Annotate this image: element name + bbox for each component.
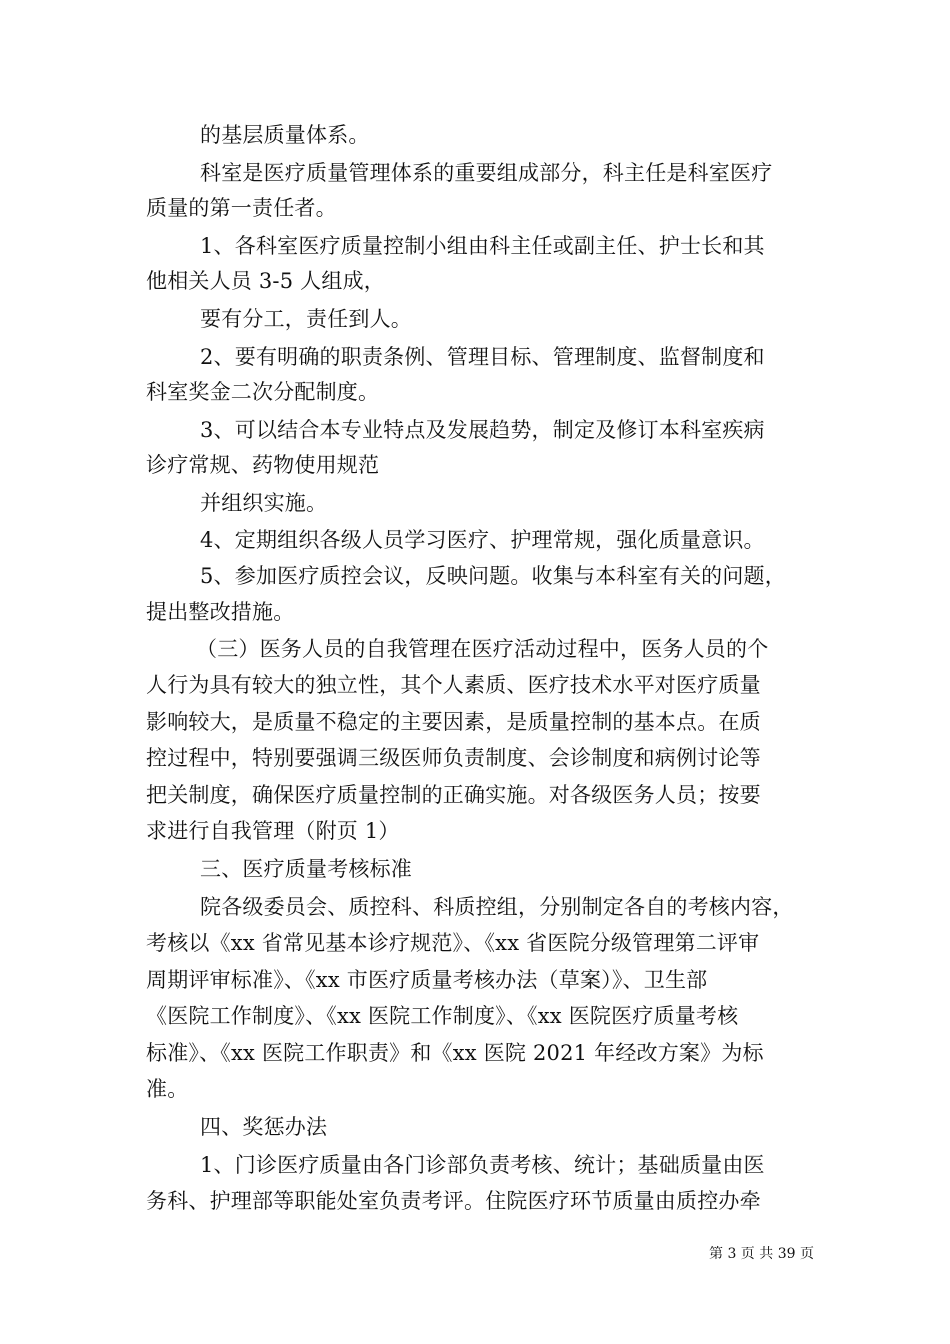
page-number-footer: 第 3 页 共 39 页	[709, 1246, 814, 1262]
text-line: 科室奖金二次分配制度。	[146, 380, 380, 404]
text-line: 3、可以结合本专业特点及发展趋势，制定及修订本科室疾病	[200, 418, 765, 442]
section-heading: 三、医疗质量考核标准	[200, 857, 412, 881]
text-line: 4、定期组织各级人员学习医疗、护理常规，强化质量意识。	[200, 528, 765, 552]
text-line: 质量的第一责任者。	[146, 196, 337, 220]
text-line: 求进行自我管理（附页 1）	[146, 819, 400, 843]
text-line: 《医院工作制度》、《xx 医院工作制度》、《xx 医院医疗质量考核	[146, 1004, 739, 1028]
text-line: 1、各科室医疗质量控制小组由科主任或副主任、护士长和其	[200, 234, 765, 258]
text-line: 科室是医疗质量管理体系的重要组成部分，科主任是科室医疗	[200, 161, 773, 185]
text-line: 要有分工，责任到人。	[200, 307, 412, 331]
text-line: 提出整改措施。	[146, 600, 295, 624]
text-line: 务科、护理部等职能处室负责考评。住院医疗环节质量由质控办牵	[146, 1189, 761, 1213]
text-line: 周期评审标准》、《xx 市医疗质量考核办法（草案）》、卫生部	[146, 968, 708, 992]
text-line: 考核以《xx 省常见基本诊疗规范》、《xx 省医院分级管理第二评审	[146, 931, 760, 955]
text-line: 1、门诊医疗质量由各门诊部负责考核、统计；基础质量由医	[200, 1153, 765, 1177]
text-line: 标准》、《xx 医院工作职责》和《xx 医院 2021 年经改方案》为标	[146, 1041, 764, 1065]
text-line: 准。	[146, 1077, 189, 1101]
text-line: 并组织实施。	[200, 491, 328, 515]
section-heading: 四、奖惩办法	[200, 1115, 328, 1139]
text-line: 2、要有明确的职责条例、管理目标、管理制度、监督制度和	[200, 345, 765, 369]
text-line: 的基层质量体系。	[200, 123, 370, 147]
text-line: 5、参加医疗质控会议，反映问题。收集与本科室有关的问题，	[200, 564, 786, 588]
text-line: 他相关人员 3-5 人组成，	[146, 269, 385, 293]
text-line: 诊疗常规、药物使用规范	[146, 453, 380, 477]
text-line: 院各级委员会、质控科、科质控组，分别制定各自的考核内容，	[200, 895, 794, 919]
text-line: 控过程中，特别要强调三级医师负责制度、会诊制度和病例讨论等	[146, 746, 761, 770]
text-line: 影响较大，是质量不稳定的主要因素，是质量控制的基本点。在质	[146, 710, 761, 734]
text-line: （三）医务人员的自我管理在医疗活动过程中，医务人员的个	[196, 637, 769, 661]
text-line: 人行为具有较大的独立性，其个人素质、医疗技术水平对医疗质量	[146, 673, 761, 697]
text-line: 把关制度，确保医疗质量控制的正确实施。对各级医务人员；按要	[146, 783, 761, 807]
